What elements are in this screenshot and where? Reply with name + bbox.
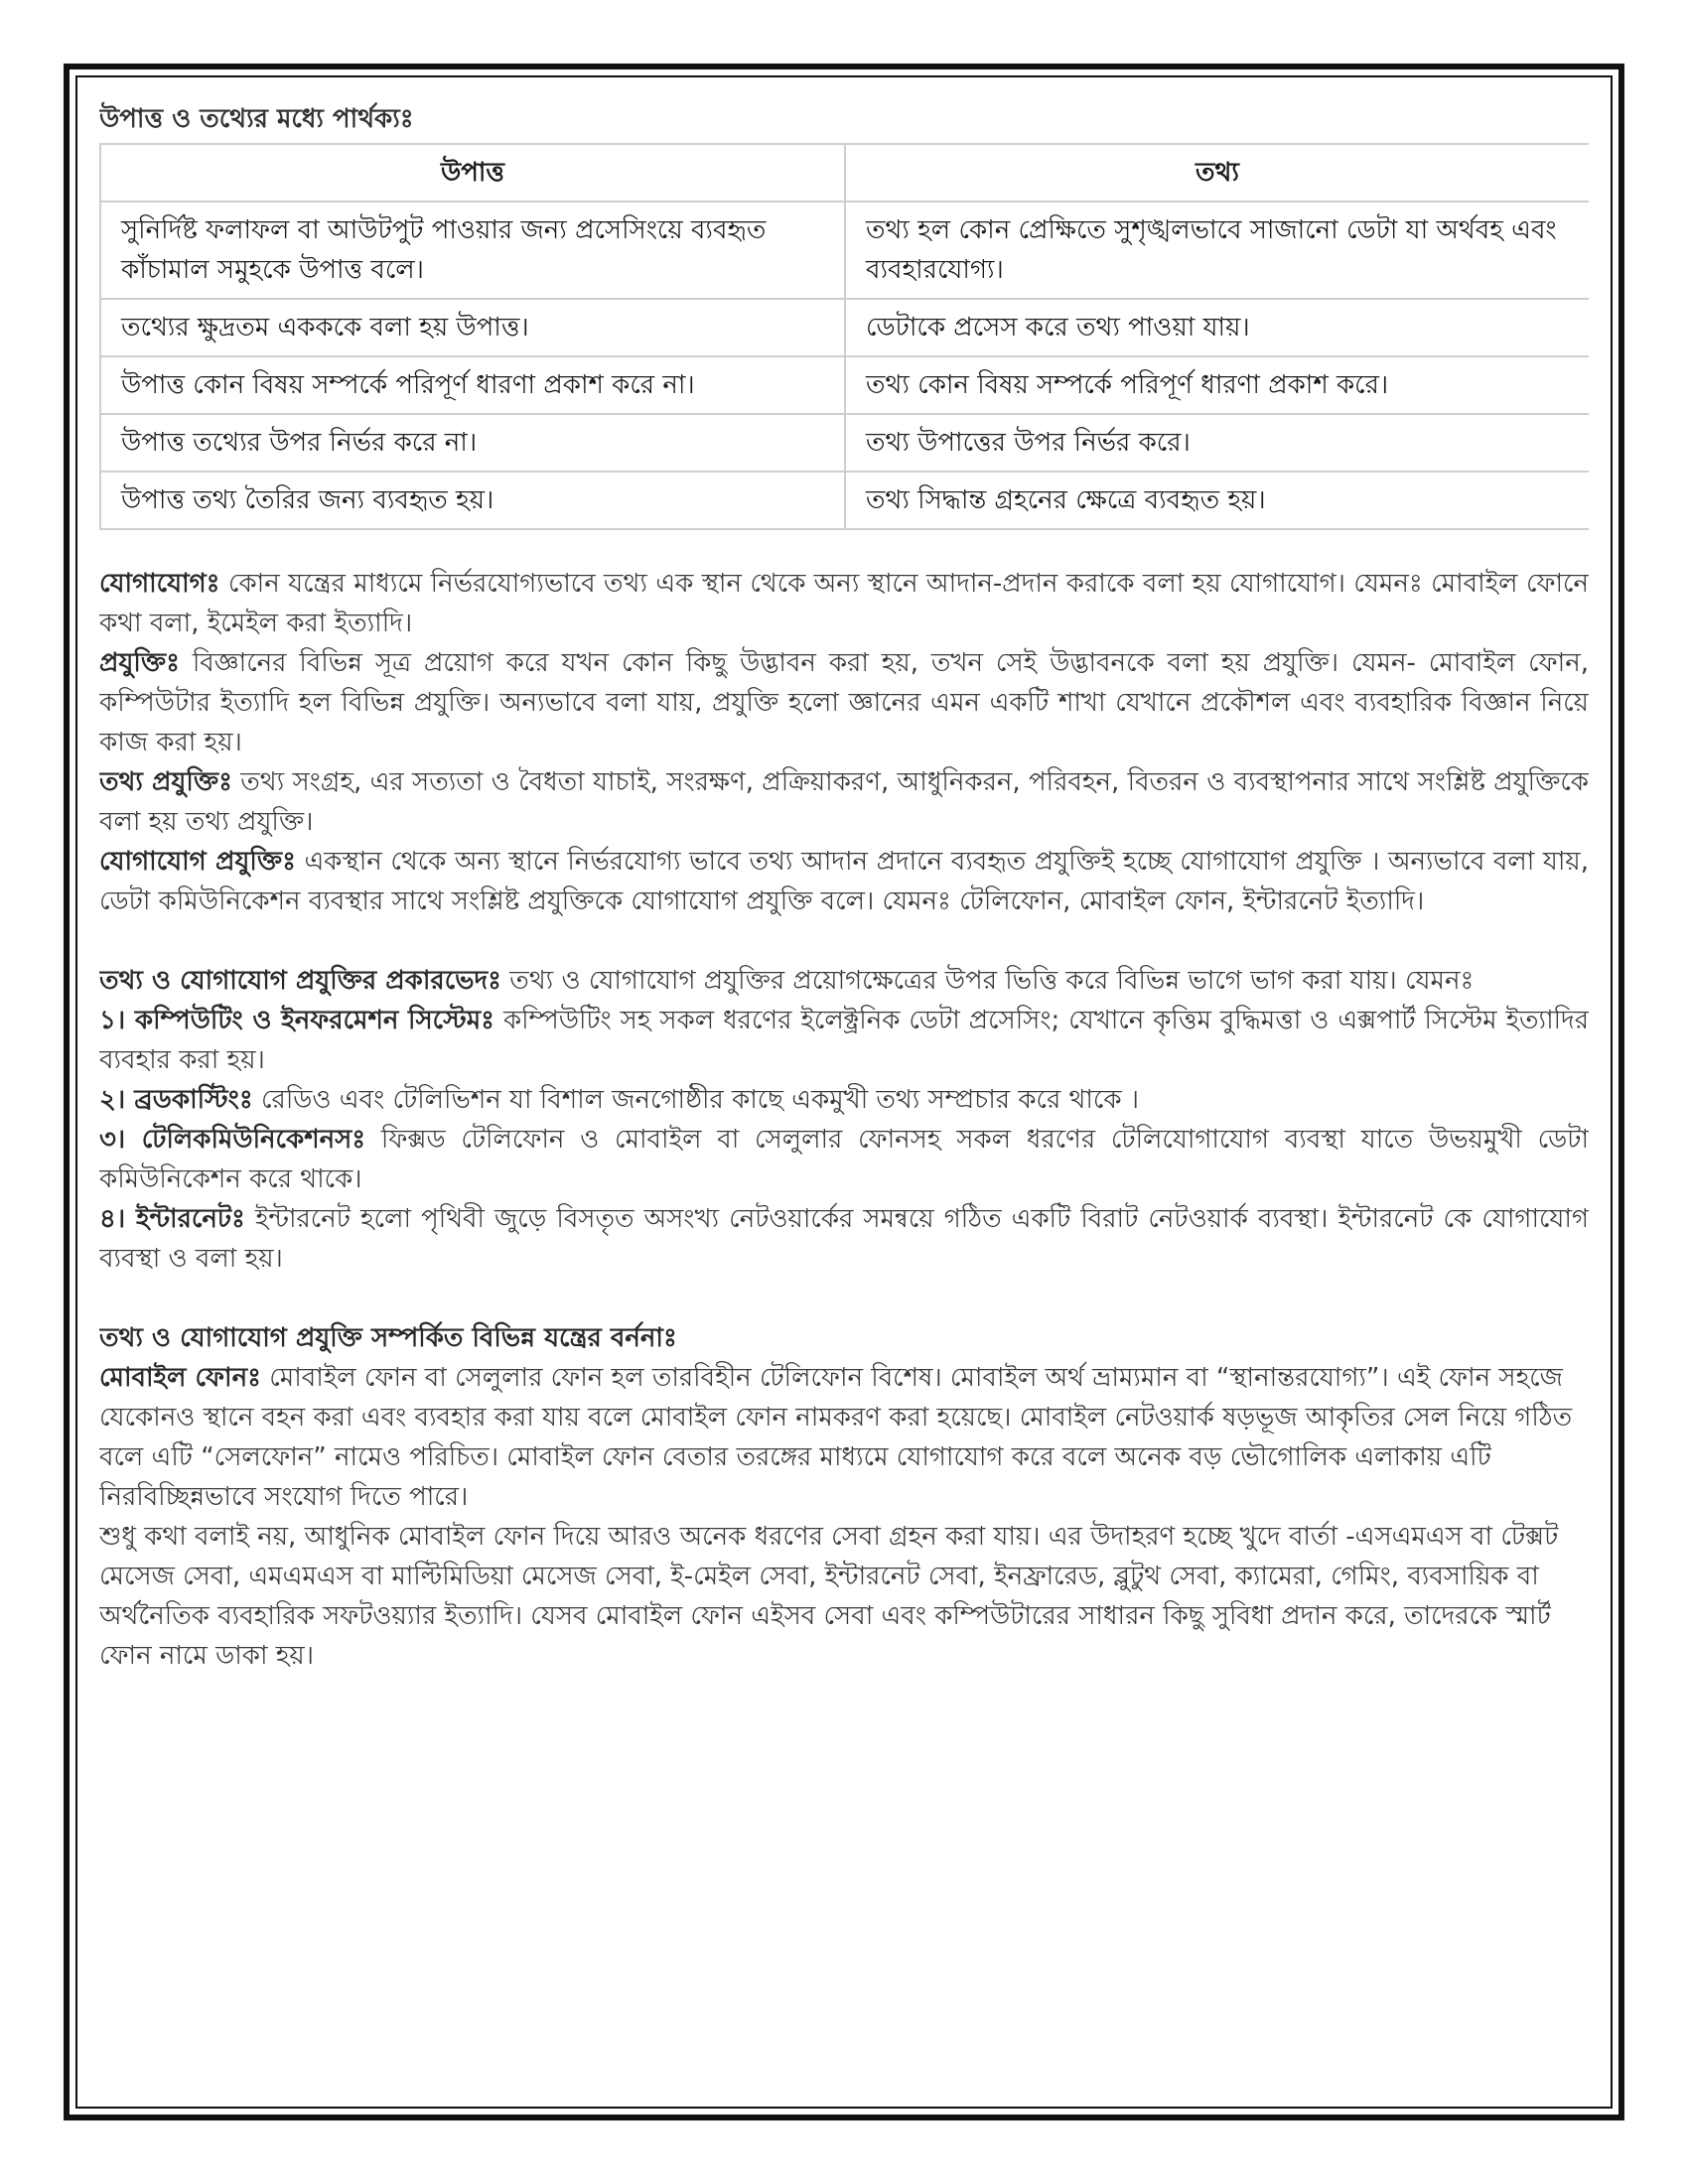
table-cell: তথ্য হল কোন প্রেক্ষিতে সুশৃঙ্খলভাবে সাজানো ডেটা যা অর্থবহ এবং ব্যবহারযোগ্য। — [845, 202, 1589, 299]
definitions-section — [99, 564, 1589, 921]
definition-text: একস্থান থেকে অন্য স্থানে নির্ভরযোগ্য ভাবে তথ্য আদান প্রদানে ব্যবহৃত প্রযুক্তিই হচ্ছে যোগাযোগ প্রযুক্তি । অন্যভাবে বলা যায়, ডেটা কমিউনিকেশন ব্যবস্থার সাথে সংশ্লিষ্ট প্রযুক্তিকে যোগাযোগ প্রযুক্তি বলে। যেমনঃ টেলিফোন, মোবাইল ফোন, ইন্টারনেট ইত্যাদি। — [99, 847, 1589, 916]
list-item-text: রেডিও এবং টেলিভিশন যা বিশাল জনগোষ্ঠীর কাছে একমুখী তথ্য সম্প্রচার করে থাকে । — [252, 1085, 1140, 1115]
definition-communication-technology — [99, 842, 1589, 921]
mobile-services-paragraph: শুধু কথা বলাই নয়, আধুনিক মোবাইল ফোন দিয়ে আরও অনেক ধরণের সেবা গ্রহন করা যায়। এর উদাহরণ হচ্ছে খুদে বার্তা -এসএমএস বা টেক্সট মেসেজ সেবা, এমএমএস বা মাল্টিমিডিয়া মেসেজ সেবা, ই-মেইল সেবা, ইন্টারনেট সেবা, ইনফ্রারেড, ব্লুটুথ সেবা, ক্যামেরা, গেমিং, ব্যবসায়িক বা অর্থনৈতিক ব্যবহারিক সফটওয়্যার ইত্যাদি। যেসব মোবাইল ফোন এইসব সেবা এবং কম্পিউটারের সাধারন কিছু সুবিধা প্রদান করে, তাদেরকে স্মার্ট ফোন নামে ডাকা হয়। — [99, 1522, 1559, 1671]
table-row — [100, 414, 1589, 472]
section-heading: তথ্য ও যোগাযোগ প্রযুক্তির প্রকারভেদঃ — [99, 966, 502, 996]
list-item-term: ৩। টেলিকমিউনিকেশনসঃ — [99, 1125, 366, 1155]
comparison-title: উপাত্ত ও তথ্যের মধ্যে পার্থক্যঃ — [99, 104, 414, 134]
definition-text: তথ্য সংগ্রহ, এর সত্যতা ও বৈধতা যাচাই, সংরক্ষণ, প্রক্রিয়াকরণ, আধুনিকরন, পরিবহন, বিতরন ও ব্যবস্থাপনার সাথে সংশ্লিষ্ট প্রযুক্তিকে বলা হয় তথ্য প্রযুক্তি। — [99, 767, 1589, 837]
definition-term: যোগাযোগ প্রযুক্তিঃ — [99, 847, 296, 877]
mobile-phone-paragraph — [99, 1358, 1589, 1517]
table-cell: তথ্য সিদ্ধান্ত গ্রহনের ক্ষেত্রে ব্যবহৃত হয়। — [845, 472, 1589, 529]
table-cell: তথ্যের ক্ষুদ্রতম একককে বলা হয় উপাত্ত। — [100, 299, 845, 356]
table-cell: ডেটাকে প্রসেস করে তথ্য পাওয়া যায়। — [845, 299, 1589, 356]
comparison-table — [99, 143, 1589, 530]
list-item — [99, 1199, 1589, 1279]
table-header-row — [100, 144, 1589, 202]
definition-term: যোগাযোগঃ — [99, 569, 220, 599]
ict-types-section — [99, 961, 1589, 1279]
list-item-term: ৪। ইন্টারনেটঃ — [99, 1204, 245, 1234]
definition-communication — [99, 564, 1589, 643]
list-item — [99, 1120, 1589, 1199]
table-row — [100, 356, 1589, 414]
list-item-text: ইন্টারনেট হলো পৃথিবী জুড়ে বিসতৃত অসংখ্য নেটওয়ার্কের সমন্বয়ে গঠিত একটি বিরাট নেটওয়ার্ক ব্যবস্থা। ইন্টারনেট কে যোগাযোগ ব্যবস্থা ও বলা হয়। — [99, 1204, 1589, 1274]
table-cell: উপাত্ত কোন বিষয় সম্পর্কে পরিপূর্ণ ধারণা প্রকাশ করে না। — [100, 356, 845, 414]
table-cell: উপাত্ত তথ্যের উপর নির্ভর করে না। — [100, 414, 845, 472]
definition-text: কোন যন্ত্রের মাধ্যমে নির্ভরযোগ্যভাবে তথ্য এক স্থান থেকে অন্য স্থানে আদান-প্রদান করাকে বলা হয় যোগাযোগ। যেমনঃ মোবাইল ফোনে কথা বলা, ইমেইল করা ইত্যাদি। — [99, 569, 1589, 638]
list-item-term: ২। ব্রডকাস্টিংঃ — [99, 1085, 253, 1115]
document-content — [99, 99, 1589, 2075]
table-cell: তথ্য কোন বিষয় সম্পর্কে পরিপূর্ণ ধারণা প্রকাশ করে। — [845, 356, 1589, 414]
section-intro: তথ্য ও যোগাযোগ প্রযুক্তির প্রয়োগক্ষেত্রের উপর ভিত্তি করে বিভিন্ন ভাগে ভাগ করা যায়। যেমনঃ — [501, 966, 1475, 996]
header-data: উপাত্ত — [100, 144, 845, 202]
table-cell: উপাত্ত তথ্য তৈরির জন্য ব্যবহৃত হয়। — [100, 472, 845, 529]
list-item-term: ১। কম্পিউটিং ও ইনফরমেশন সিস্টেমঃ — [99, 1006, 495, 1035]
list-item-text: কম্পিউটিং সহ সকল ধরণের ইলেক্ট্রনিক ডেটা প্রসেসিং; যেখানে কৃত্তিম বুদ্ধিমত্তা ও এক্সপার্ট সিস্টেম ইত্যাদির ব্যবহার করা হয়। — [99, 1006, 1589, 1075]
table-cell: সুনির্দিষ্ট ফলাফল বা আউটপুট পাওয়ার জন্য প্রসেসিংয়ে ব্যবহৃত কাঁচামাল সমুহকে উপাত্ত বলে। — [100, 202, 845, 299]
definition-information-technology — [99, 762, 1589, 842]
table-row — [100, 202, 1589, 299]
devices-section — [99, 1318, 1589, 1676]
list-item-text: ফিক্সড টেলিফোন ও মোবাইল বা সেলুলার ফোনসহ সকল ধরণের টেলিযোগাযোগ ব্যবস্থা যাতে উভয়মুখী ডেটা কমিউনিকেশন করে থাকে। — [99, 1125, 1589, 1194]
list-item — [99, 1001, 1589, 1080]
table-row — [100, 472, 1589, 529]
list-item — [99, 1080, 1589, 1120]
mobile-phone-text: মোবাইল ফোন বা সেলুলার ফোন হল তারবিহীন টেলিফোন বিশেষ। মোবাইল অর্থ ভ্রাম্যমান বা “স্থানান্তরযোগ্য”। এই ফোন সহজে যেকোনও স্থানে বহন করা এবং ব্যবহার করা যায় বলে মোবাইল ফোন নামকরণ করা হয়েছে। মোবাইল নেটওয়ার্ক ষড়ভূজ আকৃতির সেল নিয়ে গঠিত বলে এটি “সেলফোন” নামেও পরিচিত। মোবাইল ফোন বেতার তরঙ্গের মাধ্যমে যোগাযোগ করে বলে অনেক বড় ভৌগোলিক এলাকায় এটি নিরবিচ্ছিন্নভাবে সংযোগ দিতে পারে। — [99, 1363, 1573, 1512]
ict-types-intro — [99, 961, 1589, 1001]
header-information: তথ্য — [845, 144, 1589, 202]
definition-text: বিজ্ঞানের বিভিন্ন সূত্র প্রয়োগ করে যখন কোন কিছু উদ্ভাবন করা হয়, তখন সেই উদ্ভাবনকে বলা হয় প্রযুক্তি। যেমন- মোবাইল ফোন, কম্পিউটার ইত্যাদি হল বিভিন্ন প্রযুক্তি। অন্যভাবে বলা যায়, প্রযুক্তি হলো জ্ঞানের এমন একটি শাখা যেখানে প্রকৌশল এবং ব্যবহারিক বিজ্ঞান নিয়ে কাজ করা হয়। — [99, 648, 1589, 757]
table-cell: তথ্য উপাত্তের উপর নির্ভর করে। — [845, 414, 1589, 472]
table-row — [100, 299, 1589, 356]
definition-term: তথ্য প্রযুক্তিঃ — [99, 767, 232, 797]
definition-technology — [99, 643, 1589, 762]
definition-term: প্রযুক্তিঃ — [99, 648, 180, 678]
section-heading: তথ্য ও যোগাযোগ প্রযুক্তি সম্পর্কিত বিভিন্ন যন্ত্রের বর্ননাঃ — [99, 1323, 677, 1353]
mobile-phone-term: মোবাইল ফোনঃ — [99, 1363, 261, 1393]
